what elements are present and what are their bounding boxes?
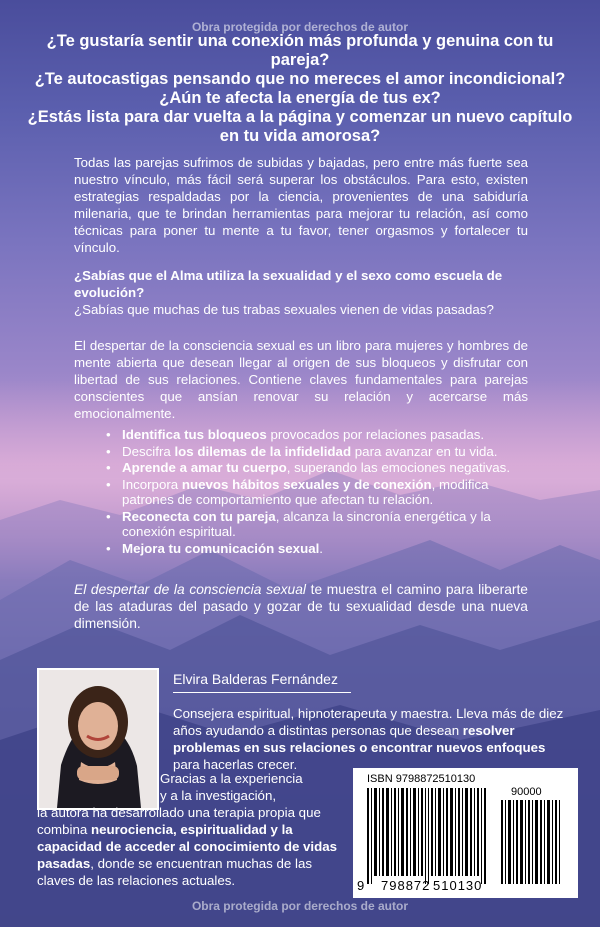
barcode-digits-group-2: 510130 [433, 878, 483, 893]
list-item: • Descifra los dilemas de la infidelidad para avanzar en tu vida. [106, 444, 526, 460]
question-alma: ¿Sabías que el Alma utiliza la sexualidad y el sexo como escuela de evolución? [74, 268, 503, 300]
question-3: ¿Aún te afecta la energía de tus ex? [159, 89, 441, 107]
price-code: 90000 [511, 786, 542, 798]
list-item: • Incorpora nuevos hábitos sexuales y de conexión, modifica patrones de comportamiento que afectan tu relación. [106, 477, 526, 508]
barcode-digit-first: 9 [357, 878, 366, 893]
question-1: ¿Te gustaría sentir una conexión más profunda y genuina con tu pareja? [46, 32, 554, 69]
question-trabas: ¿Sabías que muchas de tus trabas sexuales vienen de vidas pasadas? [74, 302, 494, 317]
watermark-top: Obra protegida por derechos de autor [191, 20, 409, 34]
intro-paragraph: Todas las parejas sufrimos de subidas y bajadas, pero entre más fuerte sea nuestro vínculo, más fácil será superar los obstáculos. Para esto, existen estrategias respaldadas por la ciencia, provenientes de una sabiduría milenaria, que te brindan herramientas para mejorar tu relación, así como técnicas para poner tu mente a tu favor, tener orgasmos y fortalecer tu vínculo. [74, 155, 528, 255]
barcode-digits-group-1: 798872 [381, 878, 431, 893]
isbn-label: ISBN 9798872510130 [367, 773, 476, 785]
question-2: ¿Te autocastigas pensando que no mereces el amor incondicional? [34, 70, 566, 88]
divider [173, 692, 351, 693]
author-name: Elvira Balderas Fernández [173, 671, 338, 687]
list-item: • Reconecta con tu pareja, alcanza la sincronía energética y la conexión espiritual. [106, 509, 526, 540]
list-item: • Mejora tu comunicación sexual. [106, 541, 526, 557]
list-item: • Aprende a amar tu cuerpo, superando las emociones negativas. [106, 460, 526, 476]
author-bio-1: Consejera espiritual, hipnoterapeuta y maestra. Lleva más de diez años ayudando a distintas personas que desean resolver problemas en sus relaciones o encontrar nuevos enfoques para hacerlas crecer. [173, 706, 564, 772]
benefits-list [106, 427, 526, 557]
closing-paragraph: El despertar de la consciencia sexual te muestra el camino para liberarte de las ataduras del pasado y gozar de tu sexualidad desde una nueva dimensión. [74, 582, 528, 631]
isbn-barcode [353, 768, 578, 898]
question-4: ¿Estás lista para dar vuelta a la página y comenzar un nuevo capítulo en tu vida amorosa? [27, 108, 573, 145]
author-bio-2: Gracias a la experiencia y a la investigación, la autora ha desarrollado una terapia propia que combina neurociencia, espiritualidad y la capacidad de acceder al conocimiento de vidas pasadas, donde se encuentran muchas de las claves de las relaciones actuales. [37, 771, 338, 888]
list-item: • Identifica tus bloqueos provocados por relaciones pasadas. [106, 427, 526, 443]
book-title-italic: El despertar de la consciencia sexual [74, 582, 306, 597]
watermark-bottom: Obra protegida por derechos de autor [191, 899, 409, 913]
opening-questions [20, 32, 580, 146]
book-description-paragraph: El despertar de la consciencia sexual es un libro para mujeres y hombres de mente abierta que desean llegar al origen de sus bloqueos y disfrutar con libertad de sus relaciones. Contiene claves fundamentales para parejas conscientes que ansían renovar su relación y acercarse más emocionalmente. [74, 338, 528, 421]
